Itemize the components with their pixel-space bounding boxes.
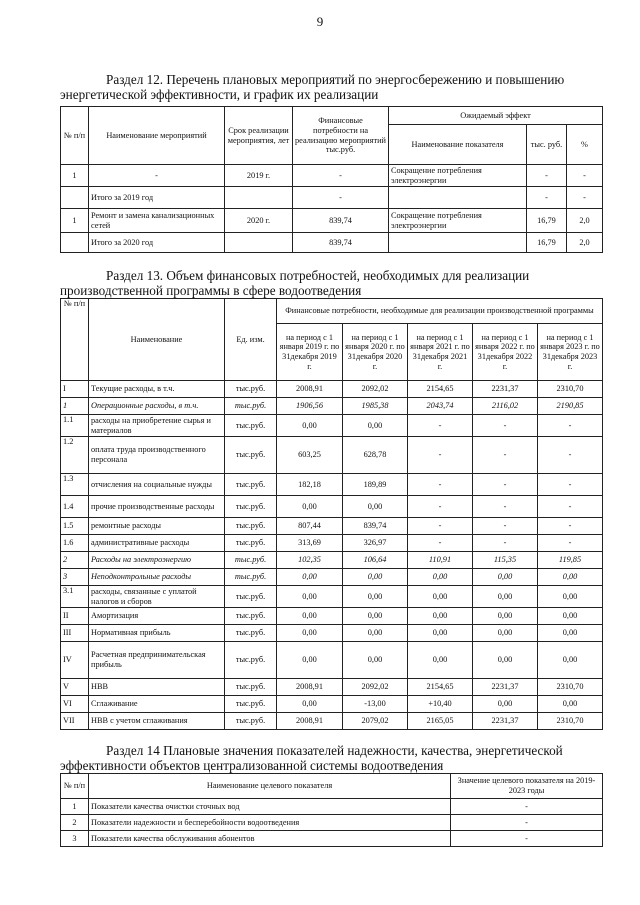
s13-cell-value: 0,00	[343, 625, 408, 642]
s13-cell-name: прочие производственные расходы	[89, 496, 225, 518]
s13-cell-name: административные расходы	[89, 535, 225, 552]
s13-cell-value: 0,00	[538, 586, 603, 608]
s13-cell-value: 189,89	[343, 474, 408, 496]
s12-cell-num: 1	[61, 165, 89, 187]
s12-cell-name: Итого за 2019 год	[89, 187, 225, 209]
s13-cell-value: 2154,65	[408, 381, 473, 398]
s13-cell-num: 1	[61, 398, 89, 415]
s13-cell-value: 0,00	[277, 496, 343, 518]
table-row	[61, 381, 603, 398]
s12-cell-term	[225, 233, 293, 253]
s12-cell-fin: -	[293, 187, 389, 209]
s12-cell-num	[61, 187, 89, 209]
s13-cell-num: 1.4	[61, 496, 89, 518]
s13-cell-num: II	[61, 608, 89, 625]
table-row	[61, 799, 603, 815]
s12-cell-name: Итого за 2020 год	[89, 233, 225, 253]
s14-cell-value: -	[451, 799, 603, 815]
s13-cell-value: 0,00	[277, 415, 343, 437]
s13-cell-name: оплата труда производственного персонала	[89, 437, 225, 474]
s13-cell-name: отчисления на социальные нужды	[89, 474, 225, 496]
table-row	[61, 815, 603, 831]
s13-cell-value: -	[473, 518, 538, 535]
s14-cell-value: -	[451, 831, 603, 847]
s13-cell-value: -	[538, 415, 603, 437]
s13-cell-value: 2043,74	[408, 398, 473, 415]
s13-cell-value: 0,00	[538, 642, 603, 679]
s13-cell-value: -	[473, 474, 538, 496]
table-row	[61, 535, 603, 552]
s13-cell-num: 1.2	[61, 437, 89, 474]
s13-header-group: Финансовые потребности, необходимые для реализации производственной программы	[277, 299, 603, 324]
s13-cell-value: 106,64	[343, 552, 408, 569]
s13-cell-value: -	[473, 437, 538, 474]
s13-cell-num: IV	[61, 642, 89, 679]
s12-header-unit: тыс. руб.	[527, 125, 567, 165]
s13-cell-num: 1.5	[61, 518, 89, 535]
s13-cell-unit: тыс.руб.	[225, 496, 277, 518]
s13-cell-value: 2154,65	[408, 679, 473, 696]
s13-cell-value: 807,44	[277, 518, 343, 535]
s14-cell-num: 1	[61, 799, 89, 815]
s13-cell-unit: тыс.руб.	[225, 679, 277, 696]
s13-cell-num: 3.1	[61, 586, 89, 608]
s13-cell-value: 326,97	[343, 535, 408, 552]
table-row	[61, 608, 603, 625]
s13-cell-value: +10,40	[408, 696, 473, 713]
s12-header-indicator: Наименование показателя	[389, 125, 527, 165]
table-row	[61, 474, 603, 496]
s13-cell-value: 0,00	[343, 642, 408, 679]
s13-header-name: Наименование	[89, 299, 225, 381]
table-row	[61, 209, 603, 233]
table-row	[61, 496, 603, 518]
s13-cell-value: -	[538, 518, 603, 535]
s13-cell-value: -	[473, 415, 538, 437]
table-row	[61, 233, 603, 253]
s13-cell-num: 2	[61, 552, 89, 569]
s13-header-period: на период с 1 января 2020 г. по 31декабря 2020 г.	[343, 324, 408, 381]
s14-cell-num: 3	[61, 831, 89, 847]
s13-cell-num: I	[61, 381, 89, 398]
s13-cell-unit: тыс.руб.	[225, 642, 277, 679]
s13-cell-unit: тыс.руб.	[225, 552, 277, 569]
s12-cell-fin: 839,74	[293, 209, 389, 233]
s12-cell-name: -	[89, 165, 225, 187]
s13-cell-value: 0,00	[277, 608, 343, 625]
s13-cell-num: VII	[61, 713, 89, 730]
table-row	[61, 625, 603, 642]
s13-cell-value: -	[538, 496, 603, 518]
s12-cell-term: 2020 г.	[225, 209, 293, 233]
s12-cell-term: 2019 г.	[225, 165, 293, 187]
s13-cell-value: -	[408, 496, 473, 518]
s13-cell-value: 2008,91	[277, 381, 343, 398]
s13-cell-unit: тыс.руб.	[225, 608, 277, 625]
table-row	[61, 415, 603, 437]
s13-cell-unit: тыс.руб.	[225, 518, 277, 535]
table-row	[61, 187, 603, 209]
table-row	[61, 713, 603, 730]
s13-cell-value: 2008,91	[277, 679, 343, 696]
section-12-title: Раздел 12. Перечень плановых мероприятий по энергосбережению и повышению энергетической эффективности, и график их реализации	[60, 72, 565, 102]
s13-cell-value: 0,00	[538, 696, 603, 713]
s13-cell-value: 0,00	[343, 608, 408, 625]
s13-cell-unit: тыс.руб.	[225, 415, 277, 437]
s14-header-name: Наименование целевого показателя	[89, 774, 451, 799]
s13-cell-unit: тыс.руб.	[225, 586, 277, 608]
s13-cell-value: -	[408, 415, 473, 437]
s13-cell-value: 0,00	[408, 586, 473, 608]
s13-cell-name: Неподконтрольные расходы	[89, 569, 225, 586]
section-13-title: Раздел 13. Объем финансовых потребностей, необходимых для реализации производственной программы в сфере водоотведения	[60, 268, 530, 298]
s13-cell-value: 0,00	[473, 569, 538, 586]
s14-cell-value: -	[451, 815, 603, 831]
s13-cell-value: 0,00	[408, 569, 473, 586]
s13-cell-value: 0,00	[538, 625, 603, 642]
s13-cell-unit: тыс.руб.	[225, 625, 277, 642]
s12-cell-percent: -	[567, 165, 603, 187]
s14-cell-num: 2	[61, 815, 89, 831]
table-row	[61, 569, 603, 586]
s12-cell-percent: -	[567, 187, 603, 209]
s13-cell-unit: тыс.руб.	[225, 437, 277, 474]
s13-cell-value: 2165,05	[408, 713, 473, 730]
s13-cell-unit: тыс.руб.	[225, 398, 277, 415]
s13-cell-value: 115,35	[473, 552, 538, 569]
s13-cell-value: 0,00	[473, 608, 538, 625]
s13-cell-value: -	[408, 474, 473, 496]
table-row	[61, 679, 603, 696]
s13-cell-value: 0,00	[343, 569, 408, 586]
s13-cell-value: 2079,02	[343, 713, 408, 730]
s13-cell-value: 182,18	[277, 474, 343, 496]
s14-cell-name: Показатели надежности и бесперебойности водоотведения	[89, 815, 451, 831]
s13-cell-name: Нормативная прибыль	[89, 625, 225, 642]
s14-cell-name: Показатели качества очистки сточных вод	[89, 799, 451, 815]
s12-cell-value: 16,79	[527, 209, 567, 233]
s13-cell-value: 102,35	[277, 552, 343, 569]
table-row	[61, 398, 603, 415]
s13-header-num: № п/п	[61, 299, 89, 381]
s13-cell-num: III	[61, 625, 89, 642]
s13-cell-name: Расчетная предпринимательская прибыль	[89, 642, 225, 679]
s13-cell-value: 839,74	[343, 518, 408, 535]
s13-cell-value: 0,00	[277, 696, 343, 713]
s13-header-period: на период с 1 января 2021 г. по 31декабря 2021 г.	[408, 324, 473, 381]
s13-cell-value: -	[473, 496, 538, 518]
s13-cell-value: -	[538, 437, 603, 474]
s13-cell-num: VI	[61, 696, 89, 713]
s13-cell-value: 0,00	[343, 415, 408, 437]
s12-header-num: № п/п	[61, 107, 89, 165]
s13-cell-value: 0,00	[473, 642, 538, 679]
s14-header-num: № п/п	[61, 774, 89, 799]
s13-cell-value: 1985,38	[343, 398, 408, 415]
s12-cell-indicator	[389, 187, 527, 209]
s13-cell-value: 2310,70	[538, 381, 603, 398]
s13-cell-value: 119,85	[538, 552, 603, 569]
s12-header-term: Срок реализации мероприятия, лет	[225, 107, 293, 165]
s13-cell-unit: тыс.руб.	[225, 381, 277, 398]
s13-cell-unit: тыс.руб.	[225, 474, 277, 496]
s12-cell-name: Ремонт и замена канализационных сетей	[89, 209, 225, 233]
s13-cell-value: 0,00	[408, 625, 473, 642]
s13-cell-value: 2008,91	[277, 713, 343, 730]
s12-header-percent: %	[567, 125, 603, 165]
s13-cell-value: 0,00	[277, 586, 343, 608]
s13-cell-value: 0,00	[473, 696, 538, 713]
s13-cell-num: 1.6	[61, 535, 89, 552]
s13-cell-value: 2190,85	[538, 398, 603, 415]
s13-cell-unit: тыс.руб.	[225, 569, 277, 586]
s13-cell-name: Амортизация	[89, 608, 225, 625]
s13-cell-value: 0,00	[277, 625, 343, 642]
s13-cell-value: -13,00	[343, 696, 408, 713]
s13-cell-value: 0,00	[538, 569, 603, 586]
s12-cell-fin: -	[293, 165, 389, 187]
s13-cell-name: Расходы на электроэнергию	[89, 552, 225, 569]
s13-header-period: на период с 1 января 2023 г. по 31декабря 2023 г.	[538, 324, 603, 381]
s13-cell-unit: тыс.руб.	[225, 696, 277, 713]
s13-cell-name: ремонтные расходы	[89, 518, 225, 535]
s13-cell-value: 0,00	[408, 642, 473, 679]
s13-cell-value: 2231,37	[473, 713, 538, 730]
section-14-title: Раздел 14 Плановые значения показателей надежности, качества, энергетической эффективности объектов централизованной системы водоотведения	[60, 743, 563, 773]
s13-cell-name: Сглаживание	[89, 696, 225, 713]
s13-cell-value: 0,00	[343, 586, 408, 608]
s13-cell-name: НВВ	[89, 679, 225, 696]
s13-cell-value: 2231,37	[473, 381, 538, 398]
s13-cell-name: Текущие расходы, в т.ч.	[89, 381, 225, 398]
s13-cell-name: расходы, связанные с уплатой налогов и сборов	[89, 586, 225, 608]
s13-cell-value: 2092,02	[343, 679, 408, 696]
s13-cell-value: 2310,70	[538, 679, 603, 696]
s12-cell-value: -	[527, 165, 567, 187]
s13-cell-value: 628,78	[343, 437, 408, 474]
section-12-table	[60, 106, 603, 253]
table-row	[61, 552, 603, 569]
s12-cell-percent: 2,0	[567, 209, 603, 233]
s13-cell-value: -	[408, 437, 473, 474]
table-row	[61, 696, 603, 713]
s14-cell-name: Показатели качества обслуживания абонентов	[89, 831, 451, 847]
s13-cell-value: 1906,56	[277, 398, 343, 415]
s12-cell-indicator: Сокращение потребления электроэнергии	[389, 165, 527, 187]
s13-cell-value: 2116,02	[473, 398, 538, 415]
s13-cell-unit: тыс.руб.	[225, 535, 277, 552]
s13-cell-name: Операционные расходы, в т.ч.	[89, 398, 225, 415]
s14-header-value: Значение целевого показателя на 2019-2023 годы	[451, 774, 603, 799]
s12-cell-value: 16,79	[527, 233, 567, 253]
s13-header-period: на период с 1 января 2019 г. по 31декабря 2019 г.	[277, 324, 343, 381]
s13-cell-value: 0,00	[538, 608, 603, 625]
s12-header-effect: Ожидаемый эффект	[389, 107, 603, 125]
s13-cell-num: 1.1	[61, 415, 89, 437]
section-14-table	[60, 773, 603, 847]
s13-cell-value: 313,69	[277, 535, 343, 552]
s12-header-name: Наименование мероприятий	[89, 107, 225, 165]
table-row	[61, 518, 603, 535]
s13-cell-value: 603,25	[277, 437, 343, 474]
s13-cell-num: 3	[61, 569, 89, 586]
s13-cell-value: -	[538, 535, 603, 552]
s12-cell-indicator: Сокращение потребления электроэнергии	[389, 209, 527, 233]
s13-cell-value: 2092,02	[343, 381, 408, 398]
s13-cell-value: 0,00	[473, 625, 538, 642]
s13-header-period: на период с 1 января 2022 г. по 31декабря 2022 г.	[473, 324, 538, 381]
s13-cell-value: 0,00	[343, 496, 408, 518]
s13-cell-num: 1.3	[61, 474, 89, 496]
s13-header-unit: Ед. изм.	[225, 299, 277, 381]
s12-cell-num	[61, 233, 89, 253]
s13-cell-unit: тыс.руб.	[225, 713, 277, 730]
table-row	[61, 642, 603, 679]
s12-cell-num: 1	[61, 209, 89, 233]
s13-cell-value: -	[538, 474, 603, 496]
table-row	[61, 165, 603, 187]
table-row	[61, 437, 603, 474]
s13-cell-value: 0,00	[277, 569, 343, 586]
s13-cell-value: -	[473, 535, 538, 552]
section-13-table	[60, 298, 603, 730]
s13-cell-value: -	[408, 535, 473, 552]
s12-cell-percent: 2,0	[567, 233, 603, 253]
s13-cell-value: 110,91	[408, 552, 473, 569]
s12-cell-value: -	[527, 187, 567, 209]
table-row	[61, 831, 603, 847]
s12-header-fin: Финансовые потребности на реализацию мероприятий тыс.руб.	[293, 107, 389, 165]
table-row	[61, 586, 603, 608]
s12-cell-indicator	[389, 233, 527, 253]
s13-cell-value: 2231,37	[473, 679, 538, 696]
s12-cell-fin: 839,74	[293, 233, 389, 253]
s13-cell-value: 2310,70	[538, 713, 603, 730]
page-number: 9	[316, 14, 324, 29]
s13-cell-name: НВВ с учетом сглаживания	[89, 713, 225, 730]
s13-cell-value: 0,00	[473, 586, 538, 608]
s13-cell-value: 0,00	[408, 608, 473, 625]
s13-cell-value: -	[408, 518, 473, 535]
s13-cell-value: 0,00	[277, 642, 343, 679]
s13-cell-name: расходы на приобретение сырья и материалов	[89, 415, 225, 437]
s12-cell-term	[225, 187, 293, 209]
s13-cell-num: V	[61, 679, 89, 696]
